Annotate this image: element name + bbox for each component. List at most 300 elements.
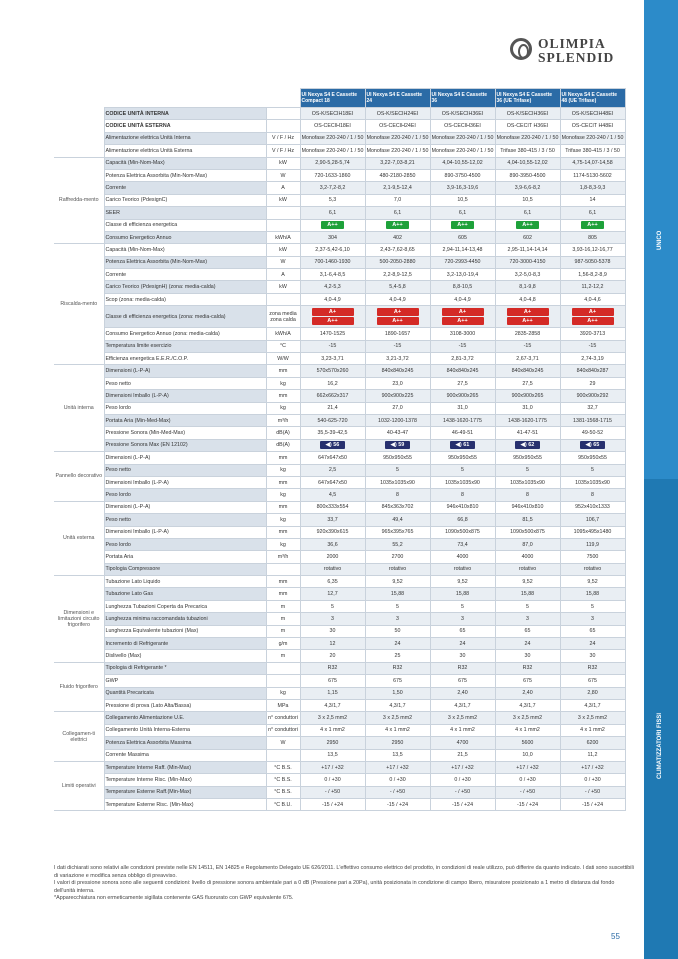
value-cell: 3,2-13,0-19,4 (430, 269, 495, 281)
row-unit: kW (266, 244, 300, 256)
table-header-row (54, 89, 625, 108)
value-cell: 5600 (495, 737, 560, 749)
value-cell: rotativo (495, 563, 560, 575)
energy-class-badge: A++ (507, 317, 549, 325)
value-cell: 5 (365, 464, 430, 476)
table-row (54, 551, 625, 563)
value-cell: 900x900x265 (495, 390, 560, 402)
value-cell: 500-2050-2880 (365, 256, 430, 268)
value-cell: 1035x1035x90 (560, 476, 625, 488)
value-cell: 5,4-5,8 (365, 281, 430, 293)
value-cell: 647x647x50 (300, 476, 365, 488)
value-cell (560, 219, 625, 231)
value-cell: 30 (495, 650, 560, 662)
sound-level-badge (450, 441, 476, 449)
row-unit (266, 563, 300, 575)
row-unit (266, 293, 300, 305)
value-cell: 304 (300, 231, 365, 243)
value-cell: rotativo (300, 563, 365, 575)
value-cell: 0 / +30 (430, 774, 495, 786)
value-cell (300, 439, 365, 451)
value-cell: 987-5050-5378 (560, 256, 625, 268)
table-row (54, 269, 625, 281)
value-cell: 15,88 (365, 588, 430, 600)
model-header: UI Nexya S4 E Cassette 24 (365, 89, 430, 108)
table-row (54, 476, 625, 488)
table-row (54, 244, 625, 256)
row-label: Portata Aria (Min-Med-Max) (104, 414, 266, 426)
value-cell: 9,52 (495, 576, 560, 588)
value-cell: 119,9 (560, 538, 625, 550)
value-cell: 15,88 (560, 588, 625, 600)
value-cell: 5 (495, 464, 560, 476)
value-cell: - / +50 (300, 786, 365, 798)
sidebar-top-band (644, 0, 678, 479)
sound-level-badge (385, 441, 411, 449)
row-unit: mm (266, 526, 300, 538)
value-cell: 2,67-3,71 (495, 353, 560, 365)
row-label: Pressione di prova (Lato Alta/Bassa) (104, 699, 266, 711)
value-cell: 21,5 (430, 749, 495, 761)
row-unit: m³/h (266, 551, 300, 563)
value-cell: OS-CECIH36EI (430, 120, 495, 132)
table-row (54, 281, 625, 293)
value-cell: 6,1 (365, 207, 430, 219)
value-cell: 952x410x1333 (560, 501, 625, 513)
value-cell: 950x950x55 (430, 452, 495, 464)
energy-class-badge: A+ (507, 308, 549, 316)
page-number: 55 (611, 932, 620, 941)
table-row (54, 256, 625, 268)
table-row (54, 328, 625, 340)
value-cell: rotativo (560, 563, 625, 575)
value-cell: +17 / +32 (560, 761, 625, 773)
value-cell: 10,5 (430, 194, 495, 206)
value-cell: Monofase 220-240 / 1 / 50 (300, 132, 365, 144)
row-unit: W (266, 256, 300, 268)
row-unit: kW (266, 157, 300, 169)
value-cell: 4 x 1 mm2 (560, 724, 625, 736)
value-cell: -15 (560, 340, 625, 352)
row-label: Temperature Esterne Risc. (Min-Max) (104, 799, 266, 811)
value-cell: Monofase 220-240 / 1 / 50 (430, 145, 495, 157)
value-cell: 4,04-10,55-12,02 (495, 157, 560, 169)
row-label: Peso lordo (104, 402, 266, 414)
table-row (54, 365, 625, 377)
value-cell: -15 (365, 340, 430, 352)
row-unit: kg (266, 402, 300, 414)
row-label: Peso netto (104, 464, 266, 476)
table-row (54, 145, 625, 157)
value-cell: 720-3000-4150 (495, 256, 560, 268)
value-cell (430, 219, 495, 231)
row-label: Peso lordo (104, 489, 266, 501)
table-row (54, 650, 625, 662)
value-cell: 7,0 (365, 194, 430, 206)
value-cell: 2950 (365, 737, 430, 749)
value-cell: 6,1 (560, 207, 625, 219)
table-row (54, 231, 625, 243)
value-cell: 49-50-52 (560, 427, 625, 439)
group-label: Limiti operativi (54, 761, 104, 811)
group-label: Fluido frigorifero (54, 662, 104, 712)
footnote: I valori di pressione sonora sono alle seguenti condizioni: livello di pressione sonora ambientale pari a 0 dB (Pressione pari a 20Pa), unità posizionata in condizione di campo libero, misuratore posizionato a 1 metro di distanza dal fondo dell'unità interna. (54, 880, 615, 894)
table-row (54, 427, 625, 439)
value-cell: 602 (495, 231, 560, 243)
row-unit: °C B.S. (266, 761, 300, 773)
row-unit: dB(A) (266, 427, 300, 439)
value-cell: rotativo (365, 563, 430, 575)
table-row (54, 761, 625, 773)
value-cell: 30 (430, 650, 495, 662)
row-unit: m³/h (266, 414, 300, 426)
table-row (54, 675, 625, 687)
logo-mark-icon (510, 38, 532, 60)
value-cell: 2,37-5,42-6,10 (300, 244, 365, 256)
value-cell: 840x840x245 (495, 365, 560, 377)
value-cell: 4,5 (300, 489, 365, 501)
value-cell: 570x570x260 (300, 365, 365, 377)
value-cell: 2,5 (300, 464, 365, 476)
value-cell: 4,3/1,7 (365, 699, 430, 711)
value-cell: 2,40 (495, 687, 560, 699)
value-cell: 675 (560, 675, 625, 687)
value-cell: 3 (300, 613, 365, 625)
section-sidebar (644, 0, 678, 959)
row-unit: °C B.U. (266, 799, 300, 811)
value-cell: 4,04-10,55-12,02 (430, 157, 495, 169)
energy-class-badge: A++ (572, 317, 614, 325)
value-cell: -15 (430, 340, 495, 352)
sound-level-value: 65 (593, 442, 600, 449)
value-cell: 1470-1525 (300, 328, 365, 340)
value-cell: 840x840x245 (430, 365, 495, 377)
value-cell: 1035x1035x90 (495, 476, 560, 488)
row-label: Alimentazione elettrica Unità Esterna (104, 145, 266, 157)
value-cell: 3 (365, 613, 430, 625)
value-cell: 10,0 (495, 749, 560, 761)
table-row (54, 638, 625, 650)
value-cell: OS-CECIH24EI (365, 120, 430, 132)
value-cell: 4 x 1 mm2 (495, 724, 560, 736)
table-row (54, 353, 625, 365)
table-row (54, 157, 625, 169)
value-cell (300, 219, 365, 231)
table-row (54, 390, 625, 402)
sound-level-value: 56 (333, 442, 340, 449)
value-cell: 3,93-16,12-16,77 (560, 244, 625, 256)
row-unit: kg (266, 464, 300, 476)
table-row (54, 182, 625, 194)
value-cell: 27,5 (430, 377, 495, 389)
table-row (54, 576, 625, 588)
value-cell: -15 / +24 (300, 799, 365, 811)
value-cell: 3,2-5,0-8,3 (495, 269, 560, 281)
row-label: Consumo Energetico Annuo (104, 231, 266, 243)
row-unit: V / F / Hz (266, 145, 300, 157)
value-cell (495, 439, 560, 451)
footnote: *Apparecchiatura non ermeticamente sigillata contenente GAS fluorurato con GWP equivalente 675. (54, 895, 294, 901)
table-row (54, 749, 625, 761)
value-cell: 3,9-16,3-19,6 (430, 182, 495, 194)
sidebar-top-label: UNICO (657, 230, 663, 250)
value-cell: -15 (495, 340, 560, 352)
value-cell: 840x840x245 (365, 365, 430, 377)
value-cell: 920x390x615 (300, 526, 365, 538)
value-cell: R32 (430, 662, 495, 674)
row-label: Temperature Esterne Raff.(Min-Max) (104, 786, 266, 798)
value-cell: 6,35 (300, 576, 365, 588)
speaker-icon: ◀) (585, 442, 594, 449)
value-cell (495, 219, 560, 231)
row-label: Portata Aria (104, 551, 266, 563)
value-cell: 25 (365, 650, 430, 662)
value-cell: 800x333x554 (300, 501, 365, 513)
value-cell: 16,2 (300, 377, 365, 389)
value-cell: 65 (430, 625, 495, 637)
value-cell: 24 (560, 638, 625, 650)
value-cell: 720-2993-4450 (430, 256, 495, 268)
table-row (54, 464, 625, 476)
table-row (54, 687, 625, 699)
table-row (54, 799, 625, 811)
row-label: Peso netto (104, 377, 266, 389)
row-unit: m (266, 600, 300, 612)
value-cell: Trifase 380-415 / 3 / 50 (560, 145, 625, 157)
row-label: Classe di efficienza energetica (zona: media-calda) (104, 306, 266, 328)
group-label: Unità esterna (54, 501, 104, 575)
value-cell: 946x410x810 (495, 501, 560, 513)
value-cell: 700-1460-1930 (300, 256, 365, 268)
row-label: Corrente Massima (104, 749, 266, 761)
value-cell: 15,88 (495, 588, 560, 600)
row-label: Potenza Elettrica Assorbita (Min-Nom-Max) (104, 169, 266, 181)
row-unit: kg (266, 514, 300, 526)
table-row (54, 625, 625, 637)
row-label: Temperature Interne Risc. (Min-Max) (104, 774, 266, 786)
value-cell: 5 (430, 464, 495, 476)
value-cell: 4,2-5,3 (300, 281, 365, 293)
value-cell: 4 x 1 mm2 (430, 724, 495, 736)
value-cell: 3,2-7,2-8,2 (300, 182, 365, 194)
table-row (54, 452, 625, 464)
value-cell: R32 (560, 662, 625, 674)
row-unit (266, 120, 300, 132)
row-unit: mm (266, 588, 300, 600)
value-cell: 0 / +30 (300, 774, 365, 786)
row-label: Temperature Interne Raff. (Min-Max) (104, 761, 266, 773)
row-unit: W/W (266, 353, 300, 365)
row-label: Dimensioni (L-P-A) (104, 452, 266, 464)
group-empty (54, 132, 104, 144)
group-label: Pannello decorativo (54, 452, 104, 502)
value-cell: 3 x 2,5 mm2 (300, 712, 365, 724)
energy-class-badge: A++ (442, 317, 484, 325)
sidebar-bottom-band (644, 479, 678, 959)
value-cell: 675 (430, 675, 495, 687)
model-header: UI Nexya S4 E Cassette Compact 18 (300, 89, 365, 108)
row-label: Carico Teorico (PdesignC) (104, 194, 266, 206)
value-cell: OS-K/SECIH48EI (560, 108, 625, 120)
value-cell (560, 439, 625, 451)
value-cell: 480-2180-2850 (365, 169, 430, 181)
value-cell: -15 / +24 (365, 799, 430, 811)
value-cell (495, 306, 560, 328)
value-cell: 9,52 (560, 576, 625, 588)
energy-class-badge: A+ (572, 308, 614, 316)
row-label: CODICE UNITÀ ESTERNA (104, 120, 266, 132)
row-unit (266, 675, 300, 687)
group-label: Collegamen-ti elettrici (54, 712, 104, 762)
table-row (54, 538, 625, 550)
value-cell: 4,0-4,9 (430, 293, 495, 305)
value-cell: 2,80 (560, 687, 625, 699)
value-cell: 675 (300, 675, 365, 687)
row-unit: n° conduttori (266, 724, 300, 736)
value-cell (365, 219, 430, 231)
row-unit (266, 662, 300, 674)
value-cell: 5 (430, 600, 495, 612)
row-label: Corrente (104, 269, 266, 281)
row-label: Capacità (Min-Nom-Max) (104, 244, 266, 256)
sound-level-badge (515, 441, 541, 449)
value-cell: 10,5 (495, 194, 560, 206)
value-cell: 4 x 1 mm2 (300, 724, 365, 736)
value-cell: +17 / +32 (430, 761, 495, 773)
value-cell: 50 (365, 625, 430, 637)
value-cell: 5,3 (300, 194, 365, 206)
value-cell: 1890-1657 (365, 328, 430, 340)
row-label: Collegamento Unità Interna-Esterna (104, 724, 266, 736)
value-cell: 4,0-4,9 (365, 293, 430, 305)
value-cell: 965x395x765 (365, 526, 430, 538)
header-spacer (54, 89, 104, 108)
group-label: Dimensioni e limitazioni circuito frigorifero (54, 576, 104, 663)
value-cell: 845x363x702 (365, 501, 430, 513)
value-cell: 27,5 (495, 377, 560, 389)
table-row (54, 613, 625, 625)
row-unit (266, 108, 300, 120)
value-cell: 5 (300, 600, 365, 612)
row-unit: A (266, 269, 300, 281)
row-unit (266, 749, 300, 761)
row-label: Dimensioni Imballo (L-P-A) (104, 390, 266, 402)
value-cell: 1381-1568-1715 (560, 414, 625, 426)
value-cell: R32 (300, 662, 365, 674)
value-cell: 21,4 (300, 402, 365, 414)
value-cell: 402 (365, 231, 430, 243)
energy-class-badge: A++ (312, 317, 354, 325)
value-cell: 8,8-10,5 (430, 281, 495, 293)
value-cell: 1035x1035x90 (365, 476, 430, 488)
sidebar-bottom-label: CLIMATIZZATORI FISSI (657, 713, 663, 779)
value-cell: 33,7 (300, 514, 365, 526)
value-cell: 890-3750-4500 (430, 169, 495, 181)
energy-class-badge: A++ (581, 221, 603, 229)
value-cell: 0 / +30 (495, 774, 560, 786)
row-unit: W (266, 737, 300, 749)
value-cell: 1090x500x875 (495, 526, 560, 538)
row-unit: m (266, 613, 300, 625)
row-label: GWP (104, 675, 266, 687)
value-cell (430, 439, 495, 451)
value-cell: -15 (300, 340, 365, 352)
row-unit: zona media zona calda (266, 306, 300, 328)
value-cell: 6,1 (430, 207, 495, 219)
row-unit: mm (266, 576, 300, 588)
value-cell: 1095x495x1480 (560, 526, 625, 538)
value-cell: 65 (495, 625, 560, 637)
row-unit: °C (266, 340, 300, 352)
value-cell: 66,8 (430, 514, 495, 526)
value-cell: +17 / +32 (495, 761, 560, 773)
value-cell: rotativo (430, 563, 495, 575)
row-label: Carico Teorico (PdesignH) (zona: media-calda) (104, 281, 266, 293)
row-label: Peso netto (104, 514, 266, 526)
value-cell: 1032-1200-1378 (365, 414, 430, 426)
row-unit: m (266, 650, 300, 662)
energy-class-badge: A++ (516, 221, 538, 229)
value-cell: -15 / +24 (560, 799, 625, 811)
value-cell: 2,95-11,14-14,14 (495, 244, 560, 256)
value-cell: 2,2-8,9-12,5 (365, 269, 430, 281)
value-cell: 1,15 (300, 687, 365, 699)
energy-class-badge: A++ (451, 221, 473, 229)
table-row (54, 774, 625, 786)
value-cell: 4000 (430, 551, 495, 563)
table-row (54, 501, 625, 513)
value-cell: 40-43-47 (365, 427, 430, 439)
value-cell: 8 (430, 489, 495, 501)
value-cell: +17 / +32 (365, 761, 430, 773)
value-cell: 946x410x810 (430, 501, 495, 513)
row-label: Corrente (104, 182, 266, 194)
value-cell: 0 / +30 (560, 774, 625, 786)
value-cell: 4,0-4,9 (300, 293, 365, 305)
value-cell: 2,94-11,14-13,48 (430, 244, 495, 256)
value-cell: 36,6 (300, 538, 365, 550)
value-cell: OS-K/SECIH36EI (430, 108, 495, 120)
row-label: Peso lordo (104, 538, 266, 550)
value-cell: 30 (300, 625, 365, 637)
value-cell: 29 (560, 377, 625, 389)
energy-class-badge: A++ (386, 221, 408, 229)
value-cell: 4700 (430, 737, 495, 749)
table-row (54, 439, 625, 451)
value-cell: 5 (495, 600, 560, 612)
energy-class-badge: A++ (321, 221, 343, 229)
value-cell: 27,0 (365, 402, 430, 414)
row-unit: kW (266, 281, 300, 293)
value-cell: 3 x 2,5 mm2 (560, 712, 625, 724)
row-unit: mm (266, 390, 300, 402)
brand-line2: SPLENDID (538, 50, 615, 65)
value-cell: 31,0 (430, 402, 495, 414)
sound-level-value: 61 (463, 442, 470, 449)
value-cell: 2,40 (430, 687, 495, 699)
row-unit: kg (266, 538, 300, 550)
energy-class-badge: A+ (312, 308, 354, 316)
sound-level-value: 59 (398, 442, 405, 449)
value-cell: 6,1 (495, 207, 560, 219)
value-cell: 3,1-6,4-8,5 (300, 269, 365, 281)
row-label: Collegamento Alimentazione U.E. (104, 712, 266, 724)
row-unit: mm (266, 501, 300, 513)
value-cell: 55,2 (365, 538, 430, 550)
row-label: Dimensioni Imballo (L-P-A) (104, 526, 266, 538)
table-row (54, 207, 625, 219)
value-cell: 46-49-51 (430, 427, 495, 439)
